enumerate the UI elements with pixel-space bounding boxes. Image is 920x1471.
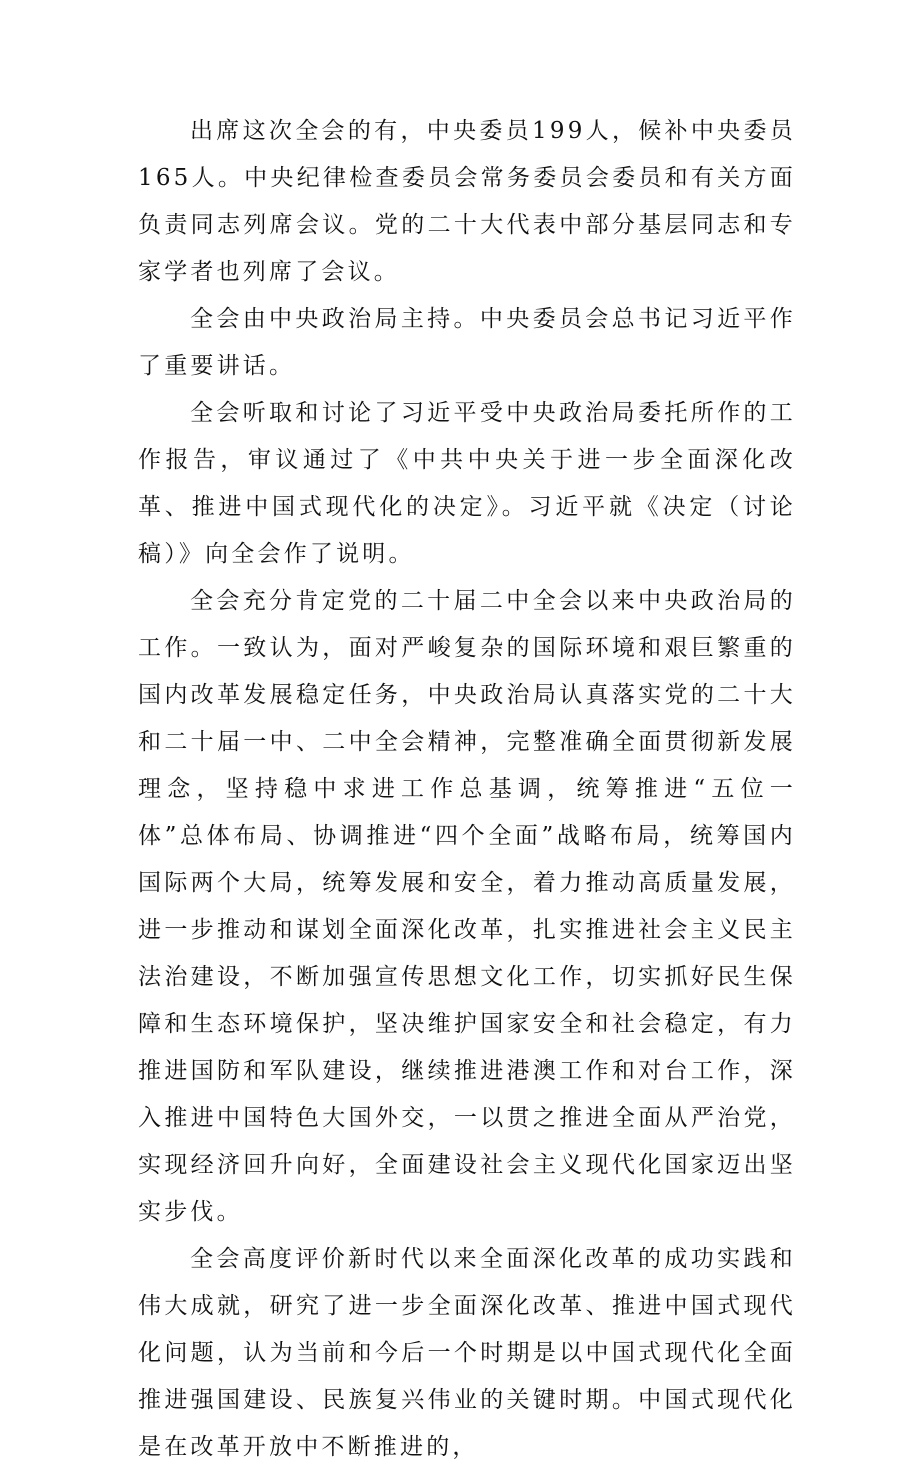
paragraph-presiding: 全会由中央政治局主持。中央委员会总书记习近平作了重要讲话。	[138, 306, 796, 379]
document-body	[138, 108, 796, 1471]
paragraph-report: 全会听取和讨论了习近平受中央政治局委托所作的工作报告，审议通过了《中共中央关于进一步全面深化改革、推进中国式现代化的决定》。习近平就《决定（讨论稿）》向全会作了说明。	[138, 400, 796, 567]
paragraph-evaluation: 全会高度评价新时代以来全面深化改革的成功实践和伟大成就，研究了进一步全面深化改革、推进中国式现代化问题，认为当前和今后一个时期是以中国式现代化全面推进强国建设、民族复兴伟业的关键时期。中国式现代化是在改革开放中不断推进的，	[138, 1246, 796, 1460]
paragraph-affirmation: 全会充分肯定党的二十届二中全会以来中央政治局的工作。一致认为，面对严峻复杂的国际环境和艰巨繁重的国内改革发展稳定任务，中央政治局认真落实党的二十大和二十届一中、二中全会精神，完整准确全面贯彻新发展理念，坚持稳中求进工作总基调，统筹推进“五位一体”总体布局、协调推进“四个全面”战略布局，统筹国内国际两个大局，统筹发展和安全，着力推动高质量发展，进一步推动和谋划全面深化改革，扎实推进社会主义民主法治建设，不断加强宣传思想文化工作，切实抓好民生保障和生态环境保护，坚决维护国家安全和社会稳定，有力推进国防和军队建设，继续推进港澳工作和对台工作，深入推进中国特色大国外交，一以贯之推进全面从严治党，实现经济回升向好，全面建设社会主义现代化国家迈出坚实步伐。	[138, 588, 796, 1225]
paragraph-attendance: 出席这次全会的有，中央委员199人，候补中央委员165人。中央纪律检查委员会常务委员会委员和有关方面负责同志列席会议。党的二十大代表中部分基层同志和专家学者也列席了会议。	[138, 118, 796, 285]
